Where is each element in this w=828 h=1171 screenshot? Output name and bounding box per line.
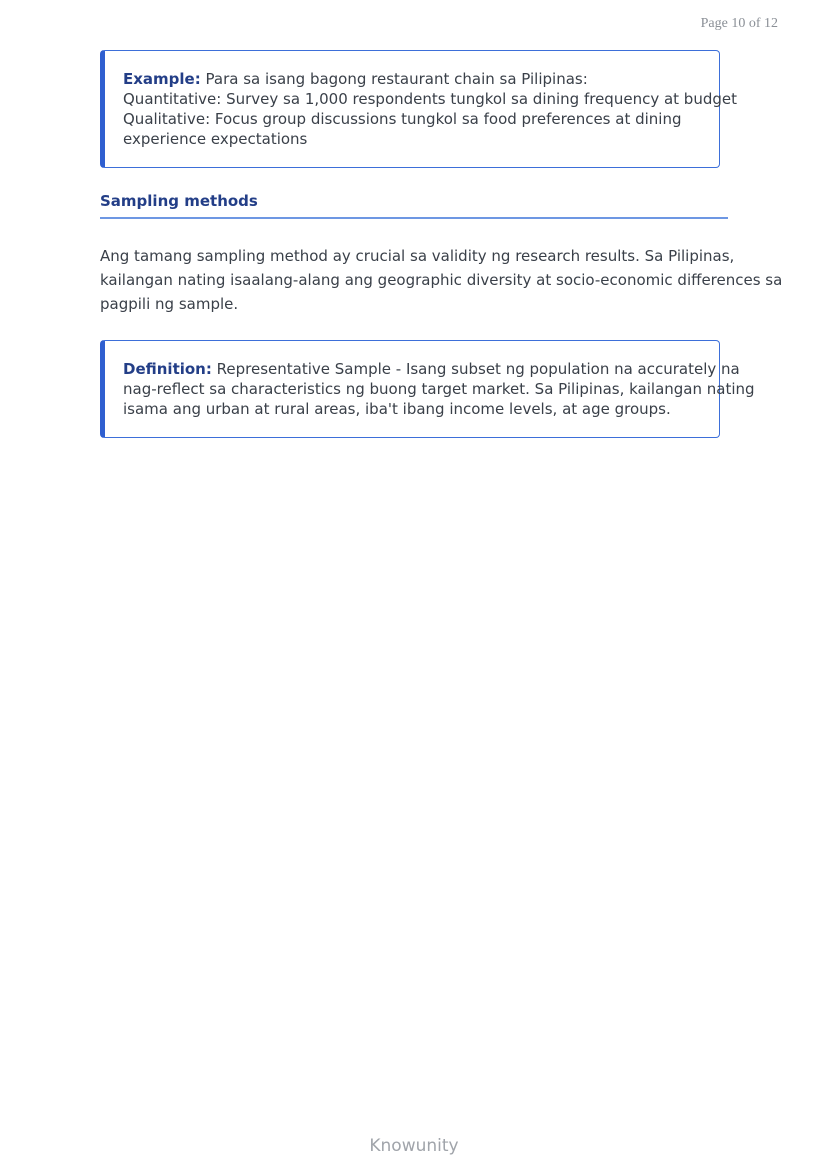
example-line-3: Qualitative: Focus group discussions tungkol sa food preferences at dining <box>123 110 682 128</box>
example-line-4: experience expectations <box>123 130 308 148</box>
definition-line-1 <box>123 359 740 379</box>
example-label: Example: <box>123 70 201 88</box>
definition-text-1: Representative Sample - Isang subset ng population na accurately na <box>216 360 740 378</box>
example-line-2: Quantitative: Survey sa 1,000 respondents tungkol sa dining frequency at budget <box>123 90 737 108</box>
section-heading: Sampling methods <box>100 192 728 219</box>
footer-brand: Knowunity <box>369 1136 459 1156</box>
definition-line-3: isama ang urban at rural areas, iba't ibang income levels, at age groups. <box>123 400 671 418</box>
section-paragraph <box>100 244 783 316</box>
definition-label: Definition: <box>123 360 212 378</box>
example-line-1 <box>123 69 719 89</box>
paragraph-line-3: pagpili ng sample. <box>100 295 239 313</box>
paragraph-line-2: kailangan nating isaalang-alang ang geographic diversity at socio-economic differences sa <box>100 271 783 289</box>
example-text-1: Para sa isang bagong restaurant chain sa Pilipinas: <box>205 70 588 88</box>
example-callout <box>100 50 737 168</box>
definition-callout <box>100 340 755 438</box>
paragraph-line-1: Ang tamang sampling method ay crucial sa validity ng research results. Sa Pilipinas, <box>100 247 735 265</box>
page-number: Page 10 of 12 <box>700 16 778 31</box>
definition-line-2: nag-reflect sa characteristics ng buong target market. Sa Pilipinas, kailangan nating <box>123 380 755 398</box>
